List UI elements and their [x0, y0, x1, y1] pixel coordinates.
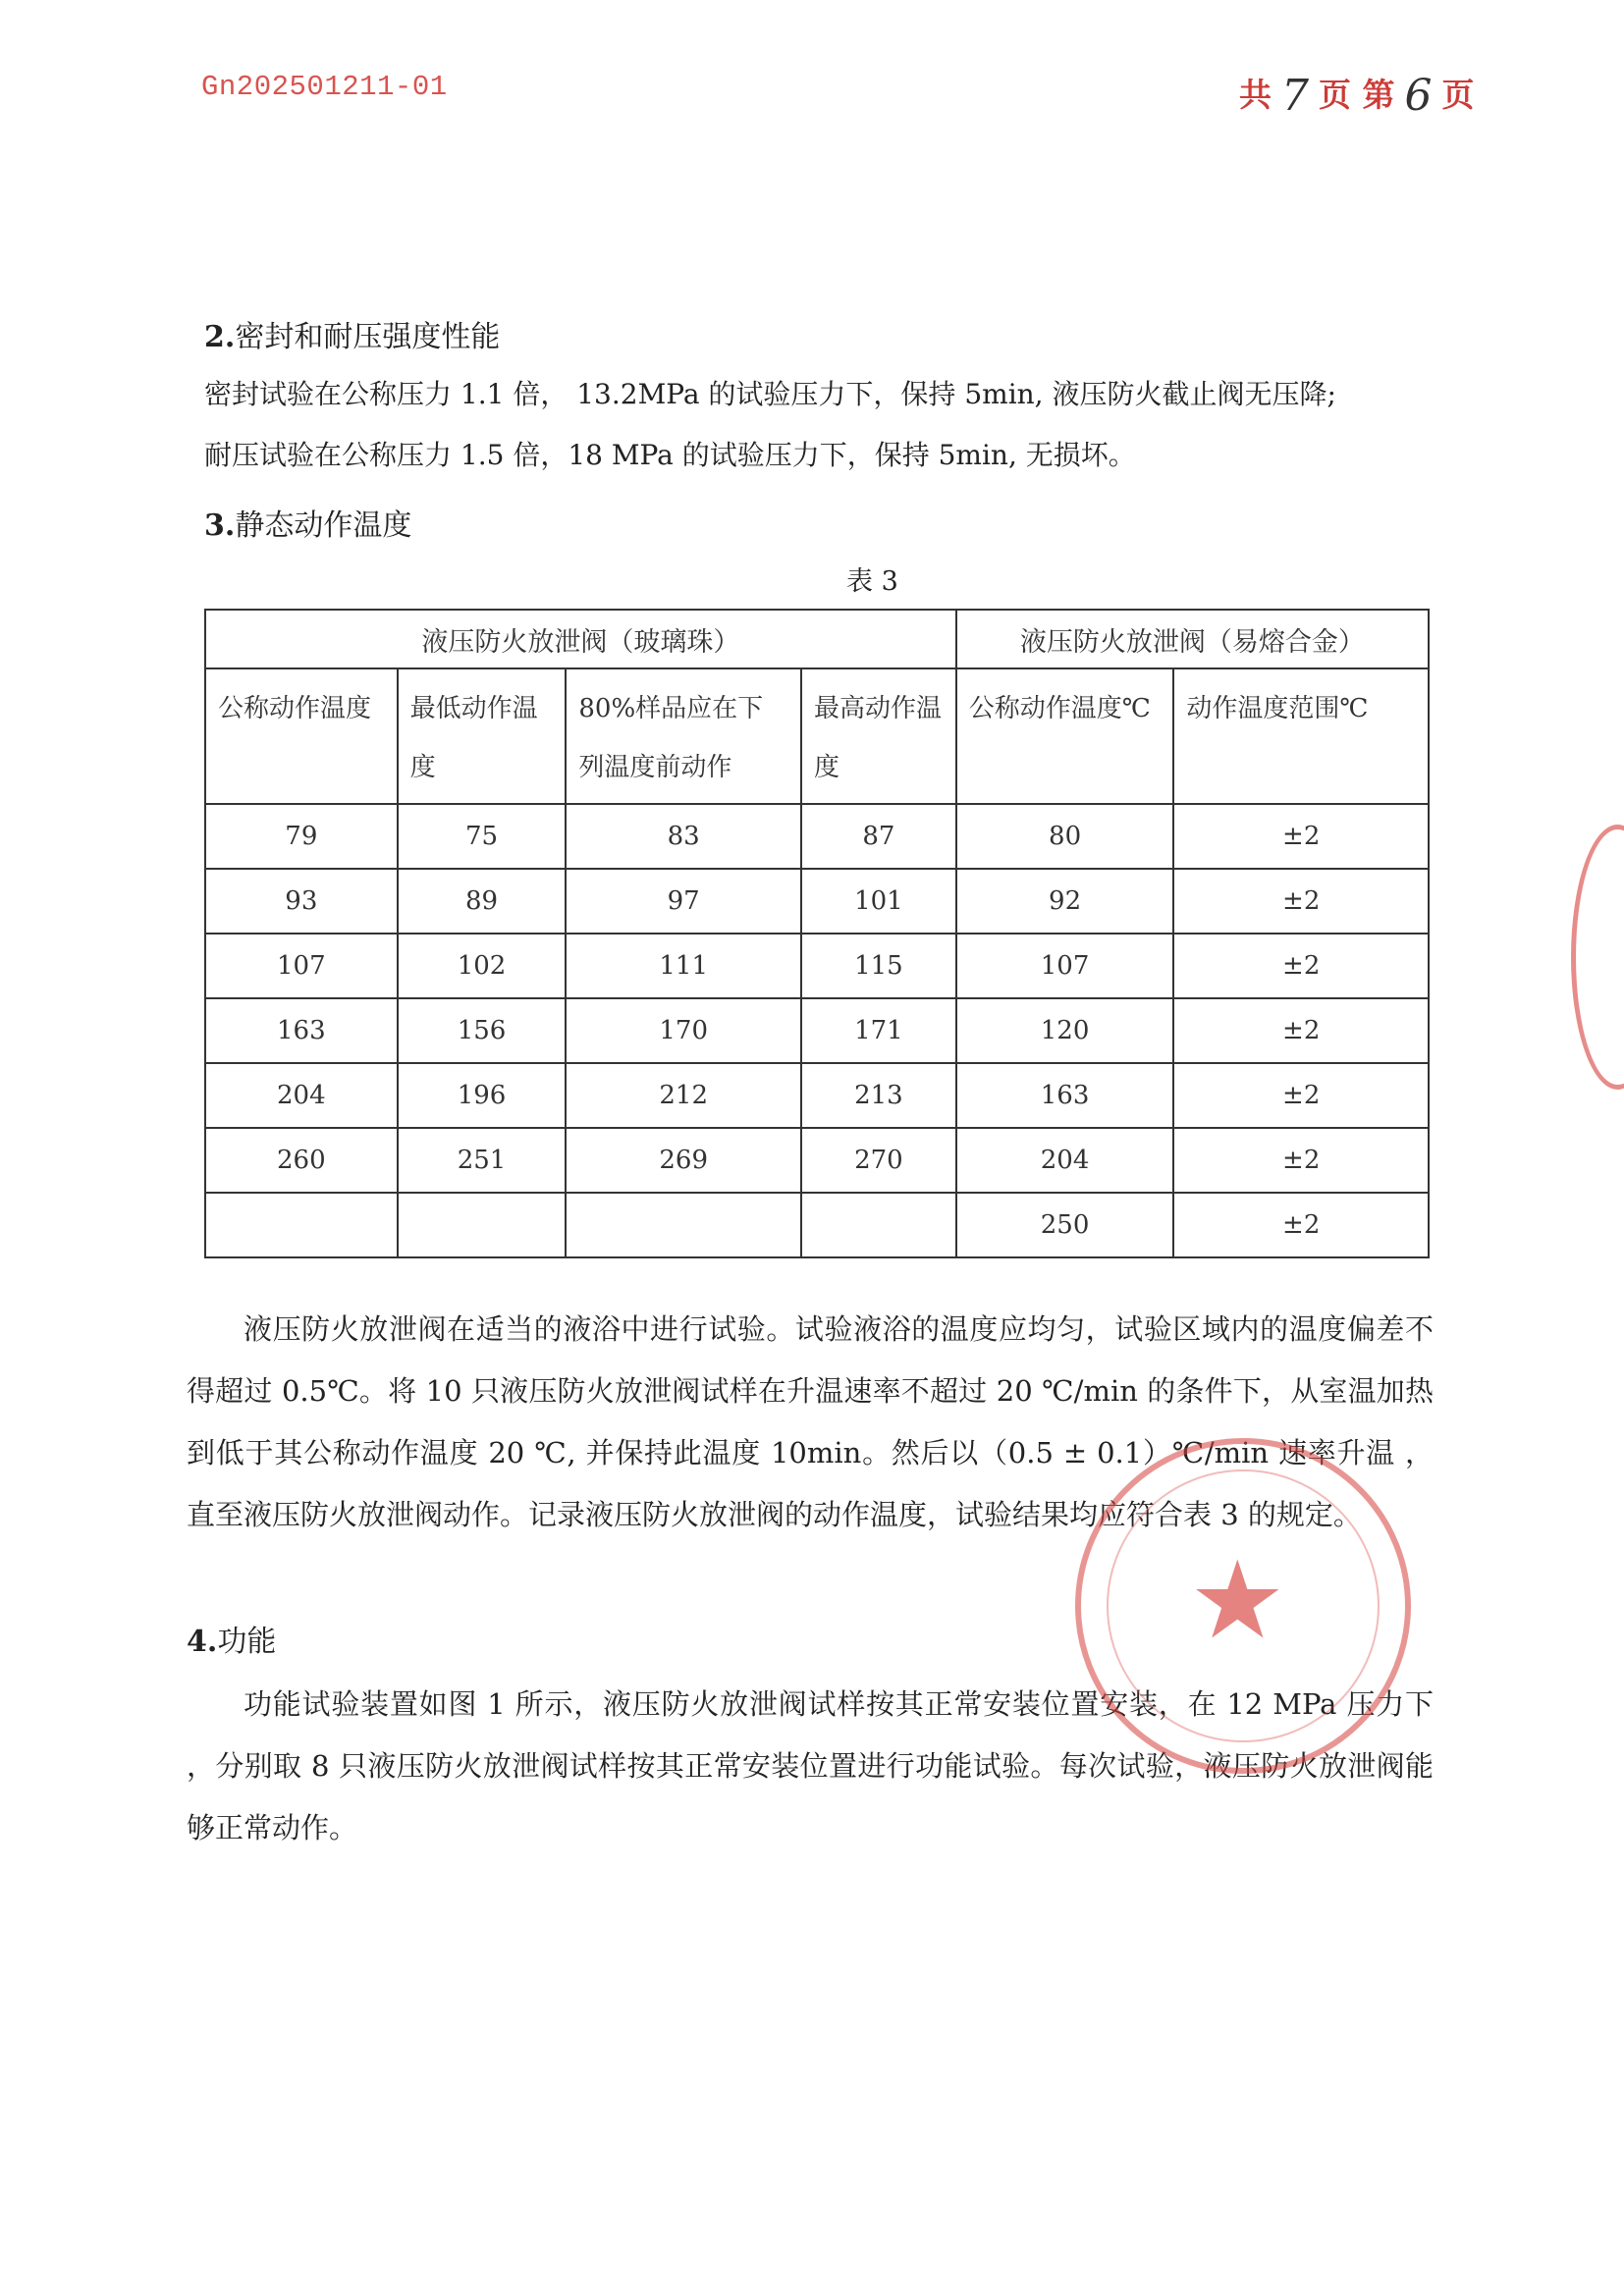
- table-cell: 93: [205, 869, 398, 934]
- table-cell: 89: [398, 869, 567, 934]
- table-cell: 212: [566, 1063, 801, 1128]
- table-cell: 251: [398, 1128, 567, 1193]
- table-row: [205, 869, 1429, 934]
- column-header: 80%样品应在下列温度前动作: [566, 668, 801, 804]
- temperature-table: [204, 609, 1430, 1258]
- section2-number: 2.: [204, 320, 236, 354]
- page-current-prefix: 第: [1362, 76, 1395, 114]
- table-cell: 270: [801, 1128, 956, 1193]
- column-header: 公称动作温度℃: [956, 668, 1174, 804]
- table-cell: 115: [801, 934, 956, 998]
- table-group-row: [205, 610, 1429, 668]
- section3-title: 静态动作温度: [235, 508, 412, 543]
- table-cell: 102: [398, 934, 567, 998]
- table-cell: 204: [956, 1128, 1174, 1193]
- table-cell: 171: [801, 998, 956, 1063]
- table-cell: 111: [566, 934, 801, 998]
- page-current-unit: 页: [1441, 76, 1475, 114]
- table-cell: 87: [801, 804, 956, 869]
- table-cell: 75: [398, 804, 567, 869]
- column-header: 最低动作温度: [398, 668, 567, 804]
- table-cell: 170: [566, 998, 801, 1063]
- table-cell: [398, 1193, 567, 1257]
- table-cell: 80: [956, 804, 1174, 869]
- section4-heading: [187, 1617, 276, 1660]
- table-row: [205, 934, 1429, 998]
- report-code: Gn202501211-01: [201, 71, 448, 103]
- table-header-row: [205, 668, 1429, 804]
- table-cell: 213: [801, 1063, 956, 1128]
- table-caption: 表 3: [846, 566, 898, 597]
- table-cell: 163: [205, 998, 398, 1063]
- page-current: 6: [1404, 71, 1433, 121]
- table-cell: ±2: [1173, 934, 1429, 998]
- column-header: 动作温度范围℃: [1173, 668, 1429, 804]
- page-total: 7: [1281, 71, 1309, 121]
- table-cell: 156: [398, 998, 567, 1063]
- table-row: [205, 804, 1429, 869]
- table-cell: [566, 1193, 801, 1257]
- edge-seal-stamp: [1571, 825, 1624, 1090]
- table-cell: 79: [205, 804, 398, 869]
- table-cell: 250: [956, 1193, 1174, 1257]
- section4-paragraph: 功能试验装置如图 1 所示，液压防火放泄阀试样按其正常安装位置安装，在 12 MPa 压力下 ，分别取 8 只液压防火放泄阀试样按其正常安装位置进行功能试验。每次试验，液压防火放泄阀能够正常动作。: [187, 1687, 1434, 1844]
- section4-title: 功能: [217, 1625, 277, 1659]
- table-cell: 107: [205, 934, 398, 998]
- table-cell: [205, 1193, 398, 1257]
- table-cell: ±2: [1173, 1063, 1429, 1128]
- table-cell: 92: [956, 869, 1174, 934]
- column-header: 公称动作温度: [205, 668, 398, 804]
- section2-line1: 密封试验在公称压力 1.1 倍， 13.2MPa 的试验压力下，保持 5min, 液压防火截止阀无压降;: [204, 378, 1336, 410]
- table-cell: 120: [956, 998, 1174, 1063]
- page-total-unit: 页: [1319, 76, 1351, 114]
- page-indicator: [1239, 67, 1475, 121]
- section2-line2: 耐压试验在公称压力 1.5 倍，18 MPa 的试验压力下，保持 5min, 无损坏。: [204, 439, 1136, 471]
- section3-heading: [204, 501, 411, 544]
- table-cell: 163: [956, 1063, 1174, 1128]
- company-seal-stamp: [1075, 1438, 1411, 1774]
- page-total-prefix: 共: [1239, 76, 1272, 114]
- table-cell: ±2: [1173, 1193, 1429, 1257]
- group-header-glass-bead: 液压防火放泄阀（玻璃珠）: [205, 610, 956, 668]
- table-cell: 196: [398, 1063, 567, 1128]
- star-icon: ★: [1189, 1537, 1286, 1663]
- table-cell: 97: [566, 869, 801, 934]
- section3-number: 3.: [204, 508, 236, 543]
- table-cell: [801, 1193, 956, 1257]
- section3-paragraph: 液压防火放泄阀在适当的液浴中进行试验。试验液浴的温度应均匀，试验区域内的温度偏差不得超过 0.5℃。将 10 只液压防火放泄阀试样在升温速率不超过 20 ℃/min 的条件下，从室温加热到低于其公称动作温度 20 ℃, 并保持此温度 10min。然后以（0.5 ± 0.1）℃/min 速率升温 ，直至液压防火放泄阀动作。记录液压防火放泄阀的动作温度，试验结果均应符合表 3 的规定。: [187, 1312, 1434, 1531]
- table-cell: 269: [566, 1128, 801, 1193]
- table-row: [205, 1128, 1429, 1193]
- table-cell: 204: [205, 1063, 398, 1128]
- table-cell: 260: [205, 1128, 398, 1193]
- section2-title: 密封和耐压强度性能: [235, 320, 501, 354]
- table-cell: ±2: [1173, 804, 1429, 869]
- section2-heading: [204, 312, 500, 355]
- column-header: 最高动作温度: [801, 668, 956, 804]
- table-cell: ±2: [1173, 1128, 1429, 1193]
- table-cell: 101: [801, 869, 956, 934]
- table-cell: 107: [956, 934, 1174, 998]
- table-cell: ±2: [1173, 998, 1429, 1063]
- table-row: [205, 1193, 1429, 1257]
- table-row: [205, 998, 1429, 1063]
- table-cell: ±2: [1173, 869, 1429, 934]
- group-header-fusible-alloy: 液压防火放泄阀（易熔合金）: [956, 610, 1429, 668]
- table-cell: 83: [566, 804, 801, 869]
- section4-number: 4.: [187, 1625, 218, 1659]
- table-row: [205, 1063, 1429, 1128]
